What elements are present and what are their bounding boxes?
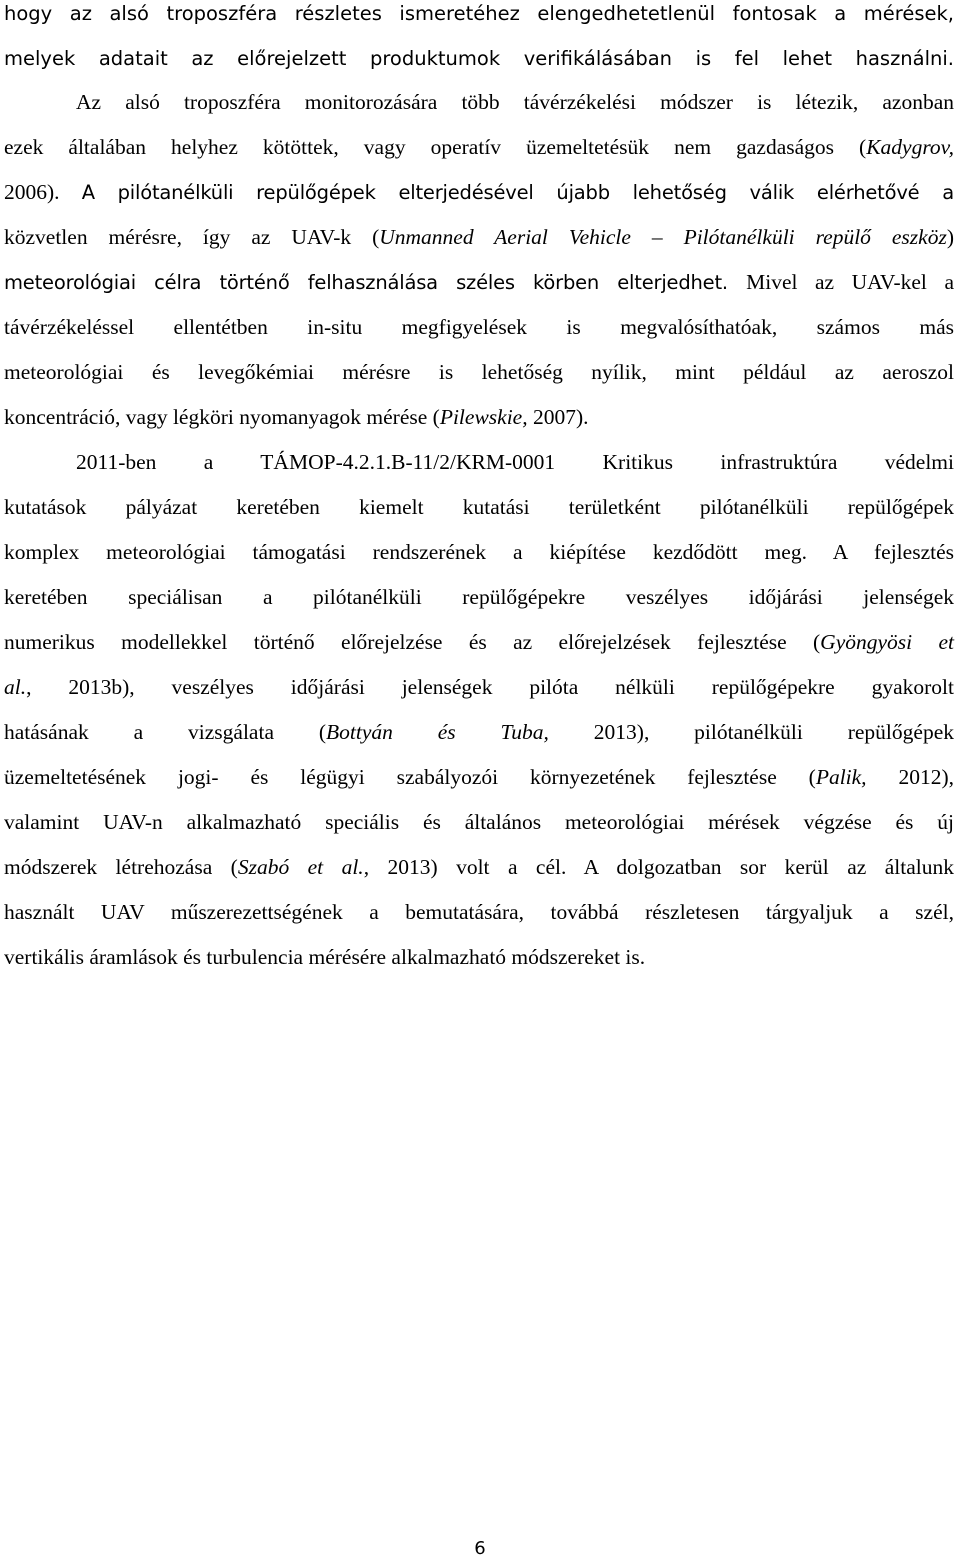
paragraph-2-line-3: 2006). A pilótanélküli repülőgépek elterjedésével újabb lehetőség válik elérhetővé a — [4, 180, 954, 204]
paragraph-3-line-4: keretében speciálisan a pilótanélküli repülőgépekre veszélyes időjárási jelenségek — [4, 585, 954, 609]
paragraph-3-line-6: al., 2013b), veszélyes időjárási jelenségek pilóta nélküli repülőgépekre gyakorolt — [4, 675, 954, 699]
paragraph-2-line-8: koncentráció, vagy légköri nyomanyagok mérése (Pilewskie, 2007). — [4, 405, 589, 429]
paragraph-3-line-3: komplex meteorológiai támogatási rendszerének a kiépítése kezdődött meg. A fejlesztés — [4, 540, 954, 564]
paragraph-3-line-10: módszerek létrehozása (Szabó et al., 2013) volt a cél. A dolgozatban sor kerül az általunk — [4, 855, 954, 879]
paragraph-3-line-9: valamint UAV-n alkalmazható speciális és általános meteorológiai mérések végzése és új — [4, 810, 954, 834]
page-number: 6 — [474, 1538, 486, 1559]
paragraph-3-line-8: üzemeltetésének jogi- és légügyi szabályozói környezetének fejlesztése (Palik, 2012), — [4, 765, 954, 789]
paragraph-2-line-7: meteorológiai és levegőkémiai mérésre is lehetőség nyílik, mint például az aeroszol — [4, 360, 954, 384]
paragraph-3-line-11: használt UAV műszerezettségének a bemutatására, továbbá részletesen tárgyaljuk a szél, — [4, 900, 954, 924]
paragraph-1-line-1: hogy az alsó troposzféra részletes ismeretéhez elengedhetetlenül fontosak a mérések, — [4, 2, 954, 25]
paragraph-3-line-12: vertikális áramlások és turbulencia mérésére alkalmazható módszereket is. — [4, 945, 646, 969]
paragraph-2-line-2: ezek általában helyhez kötöttek, vagy operatív üzemeltetésük nem gazdaságos (Kadygrov, — [4, 135, 954, 159]
paragraph-3-line-7: hatásának a vizsgálata (Bottyán és Tuba, 2013), pilótanélküli repülőgépek — [4, 720, 954, 744]
paragraph-3-line-1: 2011-ben a TÁMOP-4.2.1.B-11/2/KRM-0001 Kritikus infrastruktúra védelmi — [76, 450, 954, 474]
paragraph-2-line-4: közvetlen mérésre, így az UAV-k (Unmanned Aerial Vehicle – Pilótanélküli repülő eszköz) — [4, 225, 954, 249]
paragraph-2-line-6: távérzékeléssel ellentétben in-situ megfigyelések is megvalósíthatóak, számos más — [4, 315, 954, 339]
paragraph-3-line-2: kutatások pályázat keretében kiemelt kutatási területként pilótanélküli repülőgépek — [4, 495, 954, 519]
paragraph-2-line-5: meteorológiai célra történő felhasználása széles körben elterjedhet. Mivel az UAV-kel a — [4, 270, 954, 294]
paragraph-1-line-2: melyek adatait az előrejelzett produktumok verifikálásában is fel lehet használni. — [4, 47, 954, 70]
paragraph-3-line-5: numerikus modellekkel történő előrejelzése és az előrejelzések fejlesztése (Gyöngyösi et — [4, 630, 955, 654]
paragraph-2-line-1: Az alsó troposzféra monitorozására több távérzékelési módszer is létezik, azonban — [76, 90, 954, 114]
